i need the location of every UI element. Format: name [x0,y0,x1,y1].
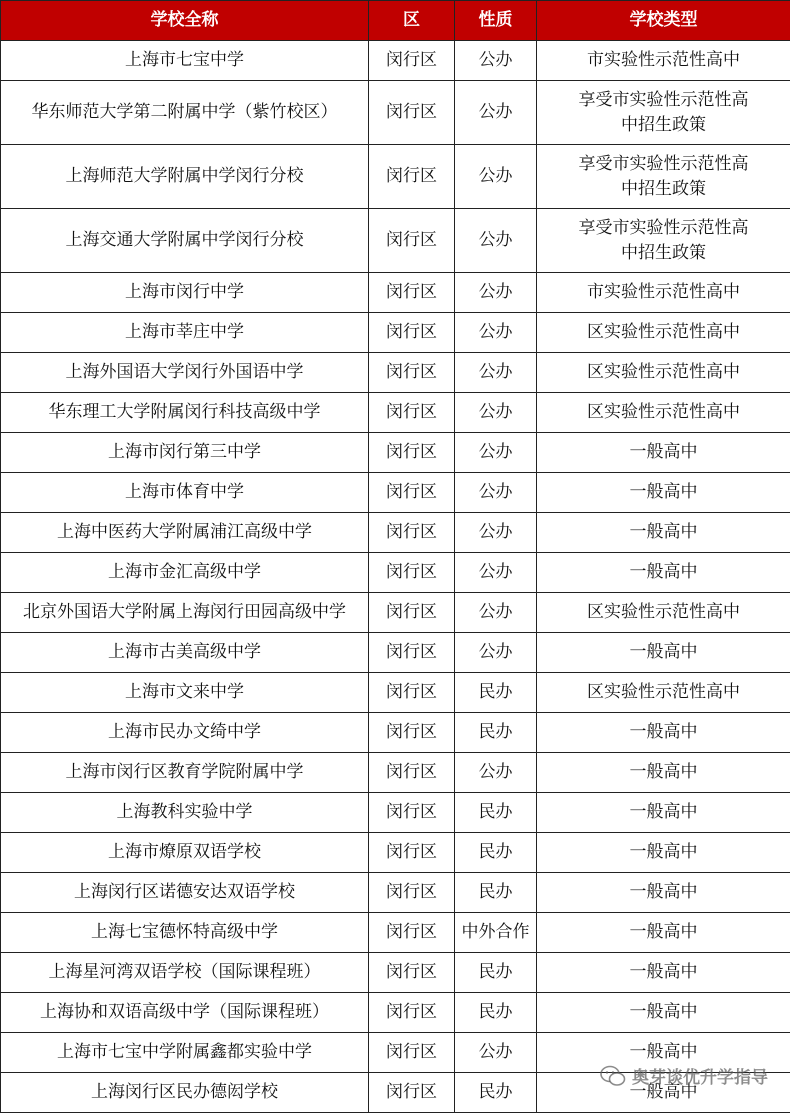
cell-school-name: 上海市莘庄中学 [1,313,369,353]
table-row [1,913,790,953]
table-row [1,209,790,273]
cell-school-type: 一般高中 [537,993,790,1033]
table-row [1,145,790,209]
cell-nature: 公办 [455,633,537,673]
cell-school-type: 一般高中 [537,513,790,553]
header-district: 区 [369,1,455,41]
cell-nature: 公办 [455,41,537,81]
cell-school-name: 上海师范大学附属中学闵行分校 [1,145,369,209]
cell-school-name: 上海市闵行第三中学 [1,433,369,473]
cell-nature: 公办 [455,753,537,793]
cell-school-type: 区实验性示范性高中 [537,353,790,393]
cell-district: 闵行区 [369,553,455,593]
table-row [1,393,790,433]
cell-district: 闵行区 [369,145,455,209]
cell-school-type: 一般高中 [537,793,790,833]
cell-district: 闵行区 [369,993,455,1033]
cell-school-name: 上海交通大学附属中学闵行分校 [1,209,369,273]
cell-school-name: 上海七宝德怀特高级中学 [1,913,369,953]
cell-school-name: 上海市民办文绮中学 [1,713,369,753]
cell-nature: 民办 [455,833,537,873]
cell-school-name: 上海外国语大学闵行外国语中学 [1,353,369,393]
header-nature: 性质 [455,1,537,41]
cell-school-type: 市实验性示范性高中 [537,273,790,313]
table-row [1,433,790,473]
cell-nature: 民办 [455,873,537,913]
cell-nature: 公办 [455,81,537,145]
cell-district: 闵行区 [369,353,455,393]
cell-district: 闵行区 [369,593,455,633]
cell-nature: 中外合作 [455,913,537,953]
cell-school-name: 上海市体育中学 [1,473,369,513]
cell-school-type: 一般高中 [537,433,790,473]
cell-school-name: 上海市古美高级中学 [1,633,369,673]
table-row [1,513,790,553]
table-row [1,873,790,913]
cell-nature: 民办 [455,953,537,993]
cell-school-type: 享受市实验性示范性高中招生政策 [537,145,790,209]
cell-district: 闵行区 [369,1033,455,1073]
cell-school-name: 上海中医药大学附属浦江高级中学 [1,513,369,553]
cell-district: 闵行区 [369,433,455,473]
table-row [1,593,790,633]
table-row [1,953,790,993]
cell-school-type: 一般高中 [537,713,790,753]
cell-nature: 公办 [455,353,537,393]
header-school-name: 学校全称 [1,1,369,41]
table-row [1,313,790,353]
cell-school-type: 一般高中 [537,473,790,513]
table-row [1,273,790,313]
table-row [1,833,790,873]
cell-school-type: 一般高中 [537,913,790,953]
cell-district: 闵行区 [369,753,455,793]
cell-school-name: 上海闵行区诺德安达双语学校 [1,873,369,913]
cell-school-name: 上海市闵行中学 [1,273,369,313]
cell-school-type: 一般高中 [537,553,790,593]
table-row [1,353,790,393]
table-row [1,41,790,81]
cell-school-type: 区实验性示范性高中 [537,313,790,353]
header-school-type: 学校类型 [537,1,790,41]
cell-school-name: 上海市燎原双语学校 [1,833,369,873]
cell-school-name: 上海市金汇高级中学 [1,553,369,593]
cell-school-name: 北京外国语大学附属上海闵行田园高级中学 [1,593,369,633]
cell-district: 闵行区 [369,313,455,353]
cell-school-type: 一般高中 [537,753,790,793]
cell-school-type: 一般高中 [537,633,790,673]
cell-school-type: 一般高中 [537,1073,790,1113]
cell-school-type: 享受市实验性示范性高中招生政策 [537,209,790,273]
cell-school-type: 一般高中 [537,953,790,993]
cell-district: 闵行区 [369,793,455,833]
cell-school-name: 华东理工大学附属闵行科技高级中学 [1,393,369,433]
cell-district: 闵行区 [369,41,455,81]
cell-district: 闵行区 [369,713,455,753]
cell-nature: 公办 [455,393,537,433]
table-row [1,793,790,833]
wechat-icon [600,1065,626,1087]
cell-nature: 民办 [455,793,537,833]
cell-school-type: 一般高中 [537,833,790,873]
cell-nature: 公办 [455,313,537,353]
cell-nature: 公办 [455,1033,537,1073]
cell-school-name: 上海市七宝中学附属鑫都实验中学 [1,1033,369,1073]
cell-nature: 公办 [455,473,537,513]
cell-nature: 公办 [455,209,537,273]
cell-district: 闵行区 [369,473,455,513]
cell-nature: 民办 [455,673,537,713]
cell-school-name: 上海市七宝中学 [1,41,369,81]
cell-nature: 公办 [455,553,537,593]
table-row [1,553,790,593]
table-header-row [1,1,790,41]
cell-nature: 民办 [455,713,537,753]
cell-district: 闵行区 [369,633,455,673]
cell-nature: 公办 [455,433,537,473]
cell-school-name: 上海市闵行区教育学院附属中学 [1,753,369,793]
cell-school-type: 区实验性示范性高中 [537,673,790,713]
table-row [1,713,790,753]
cell-district: 闵行区 [369,913,455,953]
cell-school-type: 一般高中 [537,1033,790,1073]
cell-nature: 民办 [455,993,537,1033]
table-row [1,993,790,1033]
cell-district: 闵行区 [369,81,455,145]
table-row [1,633,790,673]
cell-district: 闵行区 [369,873,455,913]
cell-school-name: 华东师范大学第二附属中学（紫竹校区） [1,81,369,145]
cell-district: 闵行区 [369,513,455,553]
cell-school-name: 上海教科实验中学 [1,793,369,833]
cell-nature: 公办 [455,273,537,313]
table-row [1,81,790,145]
cell-school-name: 上海市文来中学 [1,673,369,713]
cell-district: 闵行区 [369,393,455,433]
cell-district: 闵行区 [369,953,455,993]
cell-school-type: 享受市实验性示范性高中招生政策 [537,81,790,145]
cell-district: 闵行区 [369,209,455,273]
cell-district: 闵行区 [369,833,455,873]
cell-nature: 公办 [455,145,537,209]
cell-school-name: 上海协和双语高级中学（国际课程班） [1,993,369,1033]
cell-nature: 民办 [455,1073,537,1113]
table-row [1,753,790,793]
cell-nature: 公办 [455,593,537,633]
table-row [1,473,790,513]
watermark-text: 奥芽谈优升学指导 [632,1068,768,1088]
cell-school-name: 上海星河湾双语学校（国际课程班） [1,953,369,993]
cell-school-type: 区实验性示范性高中 [537,593,790,633]
cell-school-type: 区实验性示范性高中 [537,393,790,433]
table-row [1,673,790,713]
watermark [600,1063,768,1088]
cell-district: 闵行区 [369,273,455,313]
cell-nature: 公办 [455,513,537,553]
cell-school-name: 上海闵行区民办德闳学校 [1,1073,369,1113]
cell-district: 闵行区 [369,673,455,713]
cell-school-type: 一般高中 [537,873,790,913]
cell-district: 闵行区 [369,1073,455,1113]
cell-school-type: 市实验性示范性高中 [537,41,790,81]
